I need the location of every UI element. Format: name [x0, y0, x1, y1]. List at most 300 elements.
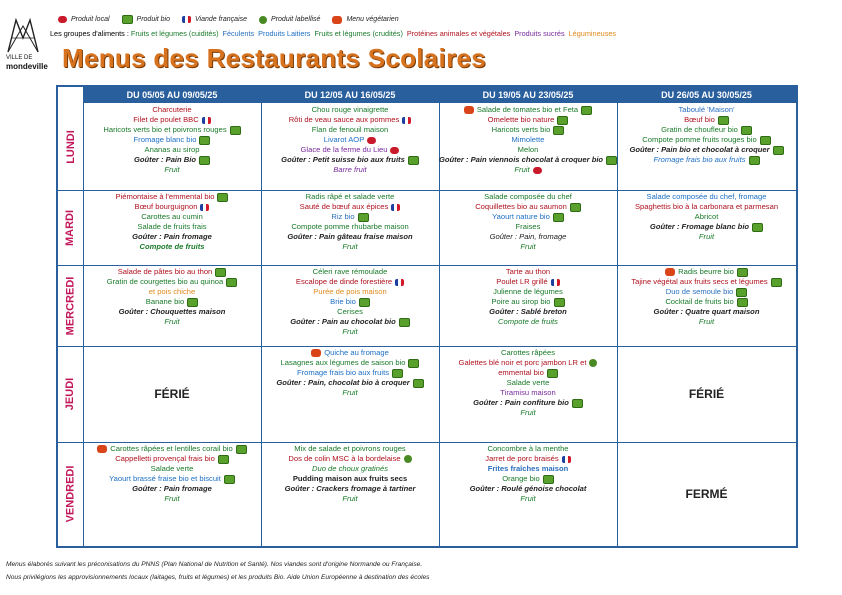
- menu-item-text: Yaourt nature bio: [492, 212, 550, 221]
- organic-icon: [359, 298, 370, 307]
- organic-icon: [217, 193, 228, 202]
- menu-cell: [83, 103, 261, 190]
- menu-item-text: Cerises: [337, 307, 363, 316]
- menu-item-text: Mimolette: [511, 135, 545, 144]
- menu-item-text: Omelette bio nature: [487, 115, 555, 124]
- menu-item: [312, 125, 388, 135]
- menu-item-text: et pois chiche: [148, 287, 196, 296]
- label-icon: [404, 455, 412, 463]
- organic-icon: [543, 475, 554, 484]
- menu-item: [342, 242, 357, 252]
- legend-item: [58, 16, 110, 23]
- menu-item: [107, 277, 238, 287]
- menu-cell: [439, 442, 617, 546]
- city-logo-icon: [6, 18, 40, 54]
- menu-item: [642, 135, 770, 145]
- menu-item: [473, 398, 583, 408]
- menu-item-text: Cappelletti provençal frais bio: [115, 454, 215, 463]
- french-meat-flag-icon: [202, 117, 211, 124]
- menu-item: [490, 232, 567, 242]
- menu-item-text: Flan de fenouil maison: [311, 125, 389, 134]
- organic-icon: [392, 369, 403, 378]
- menu-item: [289, 115, 412, 125]
- menu-item: [492, 125, 565, 135]
- city-logo: [6, 18, 50, 72]
- menu-item-text: Fruit: [342, 242, 358, 251]
- menu-cell: [439, 190, 617, 265]
- menu-item-text: Goûter : Petit suisse bio aux fruits: [281, 155, 405, 164]
- menu-item: [116, 192, 229, 202]
- organic-icon: [199, 156, 210, 165]
- menu-item-text: Poulet LR grillé: [496, 277, 548, 286]
- menu-item-text: Bœuf bourguignon: [134, 202, 198, 211]
- menu-item-text: Filet de poulet BBC: [133, 115, 199, 124]
- vegetarian-icon: [311, 349, 321, 357]
- legend-label: Viande française: [195, 16, 248, 23]
- organic-icon: [570, 203, 581, 212]
- menu-item: [312, 105, 389, 115]
- menu-item-text: Julienne de légumes: [493, 287, 563, 296]
- menu-item-text: Fruit: [164, 494, 180, 503]
- menu-item-text: Fruit: [164, 165, 180, 174]
- menu-item-text: Melon: [517, 145, 539, 154]
- organic-icon: [408, 359, 419, 368]
- menu-cell: [83, 442, 261, 546]
- organic-icon: [773, 146, 784, 155]
- menu-item-text: Mix de salade et poivrons rouges: [294, 444, 406, 453]
- menu-item-text: Escalope de dinde forestière: [295, 277, 393, 286]
- menu-item-text: Fruit: [520, 408, 536, 417]
- day-name: JEUDI: [64, 377, 77, 411]
- menu-item-text: Taboulé 'Maison': [678, 105, 735, 114]
- menu-item: [97, 444, 246, 454]
- menu-item: [654, 307, 760, 317]
- menu-cell: [617, 265, 796, 346]
- menu-item: [164, 317, 179, 327]
- menu-item: [342, 494, 357, 504]
- organic-icon: [224, 475, 235, 484]
- menu-item-text: Fraises: [515, 222, 541, 231]
- menu-item-text: Quiche au fromage: [324, 348, 389, 357]
- menu-item-text: Fruit: [342, 388, 358, 397]
- menu-item-text: FÉRIÉ: [154, 387, 190, 401]
- menu-item-text: Galettes blé noir et porc jambon LR et: [458, 358, 587, 367]
- menu-item: [506, 267, 550, 277]
- menu-item-text: Goûter : Pain Bio: [133, 155, 197, 164]
- menu-item-text: Piémontaise à l'emmental bio: [115, 192, 215, 201]
- menu-item-text: Goûter : Pain, fromage: [489, 232, 567, 241]
- menu-item-text: Concombre à la menthe: [487, 444, 569, 453]
- organic-icon: [408, 156, 419, 165]
- organic-icon: [752, 223, 763, 232]
- legend-label: Produit labellisé: [271, 16, 321, 23]
- menu-item-text: Coquillettes bio au saumon: [475, 202, 567, 211]
- menu-item-text: emmental bio: [498, 368, 544, 377]
- organic-icon: [199, 136, 210, 145]
- menu-item-text: Duo de semoule bio: [665, 287, 734, 296]
- menu-item: [281, 358, 420, 368]
- menu-item: [496, 277, 560, 287]
- menu-item-text: Tajine végétal aux fruits secs et légumes: [631, 277, 768, 286]
- legend-item: [259, 16, 320, 24]
- legend-item: [182, 16, 247, 23]
- menu-item: [665, 267, 748, 277]
- menu-item: [487, 444, 568, 454]
- menu-item: [137, 222, 206, 232]
- menu-item-text: Haricots verts bio: [491, 125, 551, 134]
- day-label: [58, 265, 83, 346]
- week-header: DU 26/05 AU 30/05/25: [617, 87, 796, 103]
- menu-item: [699, 317, 714, 327]
- menu-item-text: Goûter : Chouquettes maison: [118, 307, 226, 316]
- menu-item: [103, 125, 240, 135]
- menu-item: [661, 125, 752, 135]
- menu-item: [684, 115, 729, 125]
- menu-item-text: Fromage frais bio aux fruits: [296, 368, 389, 377]
- menu-item: [484, 192, 572, 202]
- menu-item: [485, 454, 570, 464]
- menu-item: [631, 277, 781, 287]
- group-label: Féculents: [222, 29, 255, 38]
- organic-icon: [553, 213, 564, 222]
- menu-item: [313, 267, 388, 277]
- menu-item: [500, 388, 555, 398]
- local-product-icon: [58, 16, 67, 23]
- day-label: [58, 442, 83, 546]
- menu-item-text: Fruit: [520, 494, 536, 503]
- menu-cell: [261, 442, 439, 546]
- menu-item: [337, 307, 363, 317]
- menu-item-text: Spaghettis bio à la carbonara et parmesan: [634, 202, 779, 211]
- menu-item: [647, 192, 767, 202]
- organic-icon: [760, 136, 771, 145]
- menu-cell: [439, 103, 617, 190]
- day-label: [58, 103, 83, 190]
- menu-item: [146, 297, 198, 307]
- menu-item: [491, 297, 564, 307]
- menu-item: [333, 165, 366, 175]
- organic-icon: [749, 156, 760, 165]
- menu-item: [109, 474, 235, 484]
- menu-item-text: Goûter : Sablé breton: [489, 307, 567, 316]
- menu-item: [635, 202, 778, 212]
- menu-item: [119, 307, 226, 317]
- organic-icon: [547, 369, 558, 378]
- menu-item-text: Goûter : Crackers fromage à tartiner: [284, 484, 416, 493]
- menu-item: [493, 287, 563, 297]
- menu-item: [164, 494, 179, 504]
- menu-cell: [261, 103, 439, 190]
- menu-item-text: Fruit: [698, 232, 715, 241]
- menu-item-text: Purée de pois maison: [313, 287, 387, 296]
- menu-item-text: Pudding maison aux fruits secs: [292, 474, 408, 483]
- menu-item: [281, 155, 419, 165]
- menu-cell: [617, 346, 796, 442]
- menu-item: [520, 242, 535, 252]
- menu-item: [297, 368, 403, 378]
- menu-item-text: Cocktail de fruits bio: [665, 297, 734, 306]
- menu-item: [141, 212, 203, 222]
- menu-item-text: Goûter : Fromage blanc bio: [649, 222, 750, 231]
- menu-item: [287, 232, 412, 242]
- menu-item-text: Goûter : Pain bio et chocolat à croquer: [629, 145, 770, 154]
- menu-item-text: Fruit: [164, 317, 180, 326]
- menu-item-text: FÉRIÉ: [688, 387, 725, 401]
- menu-item-text: Sauté de bœuf aux épices: [299, 202, 389, 211]
- group-label: Fruits et légumes (cuidités): [130, 29, 219, 38]
- french-meat-flag-icon: [402, 117, 411, 124]
- menu-item: [331, 212, 368, 222]
- menu-item-text: Rôti de veau sauce aux pommes: [288, 115, 400, 124]
- menu-item: [290, 317, 409, 327]
- menu-item: [488, 115, 569, 125]
- organic-icon: [771, 278, 782, 287]
- menu-item-text: Goûter : Roulé génoise chocolat: [469, 484, 587, 493]
- french-meat-flag-icon: [182, 16, 191, 23]
- menu-item: [288, 454, 411, 464]
- menu-item-text: Goûter : Pain fromage: [132, 484, 212, 493]
- organic-icon: [737, 298, 748, 307]
- local-product-icon: [533, 167, 542, 174]
- french-meat-flag-icon: [551, 279, 560, 286]
- menu-item: [311, 348, 389, 358]
- group-label: Produits sucrés: [514, 29, 565, 38]
- menu-item-text: Ananas au sirop: [144, 145, 200, 154]
- menu-item: [488, 464, 569, 474]
- organic-icon: [413, 379, 424, 388]
- menu-item: [149, 287, 195, 297]
- organic-icon: [736, 288, 747, 297]
- menu-item: [324, 135, 377, 145]
- menu-item-text: Tiramisu maison: [500, 388, 556, 397]
- menu-cell: [617, 442, 796, 546]
- menu-item-text: Compote pomme rhubarbe maison: [291, 222, 409, 231]
- menu-item-text: Salade composée du chef: [484, 192, 572, 201]
- menu-item: [501, 348, 555, 358]
- menu-item: [291, 222, 408, 232]
- menu-item: [653, 155, 759, 165]
- menu-item: [492, 212, 564, 222]
- menu-item-text: Tarte au thon: [505, 267, 551, 276]
- menu-item: [512, 135, 545, 145]
- organic-icon: [226, 278, 237, 287]
- vegetarian-icon: [332, 16, 342, 24]
- menu-item-text: Brie bio: [330, 297, 356, 306]
- local-product-icon: [367, 137, 376, 144]
- menu-item-text: Haricots verts bio et poivrons rouges: [103, 125, 227, 134]
- menu-cell: [439, 346, 617, 442]
- menu-item-text: Banane bio: [145, 297, 185, 306]
- organic-icon: [718, 116, 729, 125]
- menu-item: [132, 484, 212, 494]
- menu-item: [342, 388, 357, 398]
- menu-item-text: Frites fraîches maison: [487, 464, 569, 473]
- menu-item: [502, 474, 554, 484]
- menu-item-text: Yaourt brassé fraise bio et biscuit: [109, 474, 221, 483]
- label-icon: [589, 359, 597, 367]
- menu-item-text: Gratin de choufleur bio: [661, 125, 738, 134]
- menu-item-text: Chou rouge vinaigrette: [311, 105, 389, 114]
- menu-cell: [261, 190, 439, 265]
- menu-item: [132, 232, 212, 242]
- menu-item-text: Goûter : Pain confiture bio: [473, 398, 569, 407]
- menu-item: [135, 202, 210, 212]
- legend-item: [122, 15, 170, 24]
- menu-item-text: Charcuterie: [152, 105, 192, 114]
- day-name: MARDI: [64, 209, 77, 246]
- menu-item: [498, 368, 558, 378]
- menu-item: [665, 297, 747, 307]
- menu-item-text: Céleri rave rémoulade: [312, 267, 388, 276]
- menu-item: [330, 297, 370, 307]
- groups-intro: Les groupes d'aliments :: [50, 29, 131, 38]
- day-name: VENDREDI: [64, 465, 77, 523]
- organic-icon: [572, 399, 583, 408]
- menu-item-text: Abricot: [694, 212, 719, 221]
- day-label: [58, 190, 83, 265]
- menu-item-text: Barre fruit: [333, 165, 367, 174]
- group-label: Produits Laitiers: [258, 29, 311, 38]
- menu-item: [689, 389, 724, 399]
- menu-item: [699, 232, 714, 242]
- legend-label: Produit bio: [136, 16, 170, 23]
- menu-item: [686, 489, 728, 499]
- menu-item: [300, 202, 401, 212]
- menu-item: [151, 464, 194, 474]
- menu-item: [439, 155, 617, 165]
- french-meat-flag-icon: [200, 204, 209, 211]
- menu-cell: [83, 346, 261, 442]
- logo-name: mondeville: [6, 62, 48, 71]
- menu-item: [306, 192, 395, 202]
- menu-item: [459, 358, 598, 368]
- menu-item-text: Jarret de porc braisés: [485, 454, 559, 463]
- menu-item-text: Salade de fruits frais: [137, 222, 207, 231]
- vegetarian-icon: [97, 445, 107, 453]
- menu-item-text: Carottes au cumin: [141, 212, 203, 221]
- french-meat-flag-icon: [391, 204, 400, 211]
- group-label: Fruits et légumes (crudités): [314, 29, 403, 38]
- menu-item: [133, 115, 210, 125]
- menu-item: [514, 165, 541, 175]
- organic-icon: [230, 126, 241, 135]
- menu-item-text: Compote de fruits: [498, 317, 558, 326]
- menu-item-text: Radis beurre bio: [678, 267, 734, 276]
- menu-item-text: Fruit: [342, 494, 358, 503]
- menu-item: [678, 105, 734, 115]
- organic-icon: [737, 268, 748, 277]
- group-label: Légumineuses: [568, 29, 617, 38]
- menu-item-text: Salade composée du chef, fromage: [646, 192, 767, 201]
- menu-item-text: Goûter : Pain viennois chocolat à croquer bio: [439, 155, 604, 164]
- organic-icon: [358, 213, 369, 222]
- organic-icon: [606, 156, 617, 165]
- menu-item: [507, 378, 550, 388]
- menu-grid: [56, 85, 798, 548]
- menu-item: [489, 307, 567, 317]
- menu-item-text: Duo de choux gratinés: [312, 464, 388, 473]
- menu-item-text: Goûter : Pain, chocolat bio à croquer: [276, 378, 410, 387]
- organic-icon: [554, 298, 565, 307]
- food-groups-line: [50, 29, 620, 38]
- menu-item-text: Riz bio: [331, 212, 355, 221]
- legend-label: Menu végétarien: [346, 16, 399, 23]
- menu-cell: [83, 190, 261, 265]
- menu-item: [118, 267, 227, 277]
- week-header: DU 19/05 AU 23/05/25: [439, 87, 617, 103]
- menu-cell: [617, 103, 796, 190]
- menu-item-text: Bœuf bio: [684, 115, 715, 124]
- menu-item: [276, 378, 423, 388]
- menu-cell: [261, 346, 439, 442]
- menu-item: [313, 287, 386, 297]
- menu-item: [666, 287, 748, 297]
- menu-item: [145, 145, 200, 155]
- organic-icon: [581, 106, 592, 115]
- menu-item-text: Goûter : Quatre quart maison: [653, 307, 760, 316]
- menu-item: [498, 317, 558, 327]
- organic-icon: [553, 126, 564, 135]
- organic-icon: [122, 15, 133, 24]
- day-name: MERCREDI: [64, 276, 77, 335]
- menu-item-text: Salade de tomates bio et Feta: [476, 105, 579, 114]
- menu-item: [301, 145, 400, 155]
- menu-item-text: Fruit: [514, 165, 530, 174]
- local-product-icon: [390, 147, 399, 154]
- menu-item-text: Lasagnes aux légumes de saison bio: [280, 358, 406, 367]
- legend-label: Produit local: [71, 16, 110, 23]
- menu-item-text: Salade de pâtes bio au thon: [117, 267, 213, 276]
- menu-item: [650, 222, 763, 232]
- menu-item: [293, 474, 407, 484]
- menu-item-text: Gratin de courgettes bio au quinoa: [106, 277, 224, 286]
- menu-item: [520, 408, 535, 418]
- menu-item-text: Salade verte: [506, 378, 550, 387]
- organic-icon: [187, 298, 198, 307]
- organic-icon: [741, 126, 752, 135]
- organic-icon: [557, 116, 568, 125]
- week-header: DU 05/05 AU 09/05/25: [83, 87, 261, 103]
- menu-item: [464, 105, 592, 115]
- day-label: [58, 346, 83, 442]
- menu-cell: [617, 190, 796, 265]
- footer-note-1: Menus élaborés suivant les préconisations du PNNS (Plan National de Nutrition et Santé). Nos viandes sont d'origine Normande ou Française.: [6, 561, 423, 568]
- menu-item: [285, 484, 416, 494]
- menu-item: [312, 464, 388, 474]
- menu-item: [518, 145, 539, 155]
- footer-note-2: Nous privilégions les approvisionnements locaux (laitages, fruits et légumes) et les produits Bio. Aide Union Européenne à destination des écoles: [6, 574, 430, 581]
- menu-item: [296, 277, 404, 287]
- organic-icon: [399, 318, 410, 327]
- menu-cell: [83, 265, 261, 346]
- menu-item-text: Compote pomme fruits rouges bio: [642, 135, 757, 144]
- menu-item-text: Poire au sirop bio: [491, 297, 551, 306]
- vegetarian-icon: [464, 106, 474, 114]
- legend: [58, 15, 399, 24]
- menu-item: [140, 242, 205, 252]
- menu-item-text: Fruit: [342, 327, 358, 336]
- menu-item: [134, 135, 211, 145]
- menu-item-text: Fruit: [520, 242, 536, 251]
- organic-icon: [218, 455, 229, 464]
- menu-item: [470, 484, 587, 494]
- menu-item-text: Fromage blanc bio: [133, 135, 197, 144]
- menu-item: [152, 105, 191, 115]
- label-icon: [259, 16, 267, 24]
- menu-item-text: Carottes râpées et lentilles corail bio: [110, 444, 233, 453]
- day-name: LUNDI: [64, 129, 77, 164]
- menu-item: [294, 444, 405, 454]
